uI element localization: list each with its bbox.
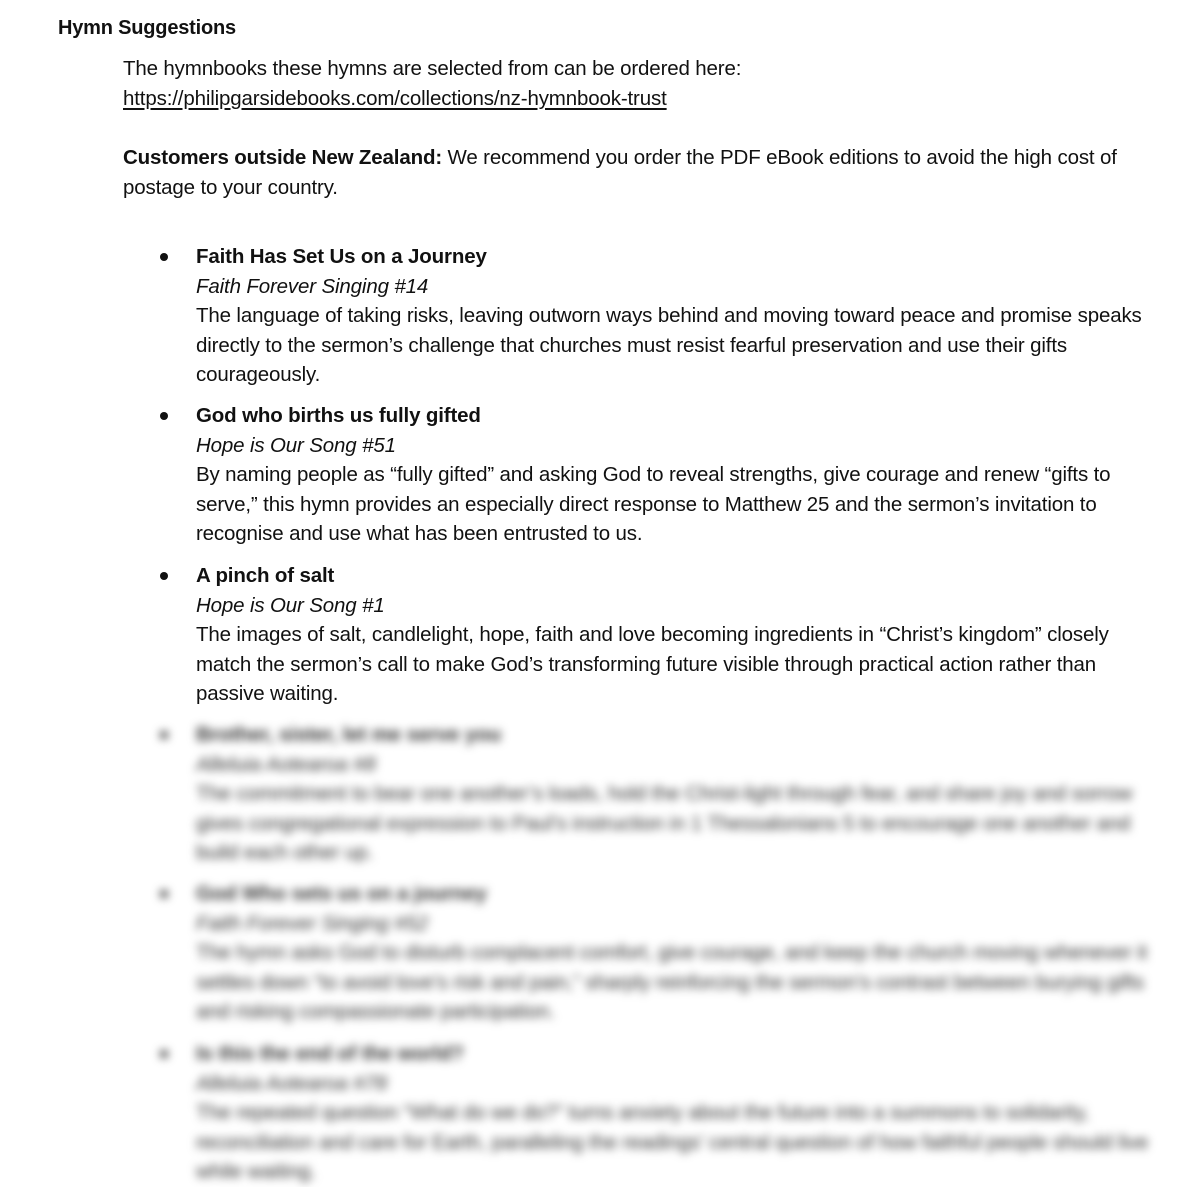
- hymn-title: A pinch of salt: [196, 564, 335, 587]
- bullet-icon: [160, 1050, 168, 1058]
- bullet-icon: [160, 890, 168, 898]
- intro-paragraph: [123, 54, 1163, 113]
- hymn-source: Alleluia Aotearoa #78: [196, 1071, 387, 1095]
- hymn-source: Faith Forever Singing #14: [196, 274, 429, 298]
- hymn-description: The repeated question “What do we do?” turns anxiety about the future into a summons to solidarity, reconciliation and care for Earth, paralleling the readings’ central question of how faithful people should live while waiting.: [196, 1101, 1149, 1183]
- customers-note: [123, 143, 1168, 202]
- intro-text: The hymnbooks these hymns are selected from can be ordered here:: [123, 57, 742, 80]
- bullet-icon: [160, 253, 168, 261]
- customers-label: Customers outside New Zealand:: [123, 146, 443, 169]
- hymn-title: Brother, sister, let me serve you: [196, 723, 501, 746]
- bullet-icon: [160, 412, 168, 420]
- hymnbook-order-link[interactable]: https://philipgarsidebooks.com/collections/nz-hymnbook-trust: [123, 86, 667, 110]
- hymn-item: [196, 561, 1156, 709]
- hymn-description: The images of salt, candlelight, hope, faith and love becoming ingredients in “Christ’s kingdom” closely match the sermon’s call to make God’s transforming future visible through practical action rather than passive waiting.: [196, 623, 1109, 705]
- hymn-item-blurred: [196, 1039, 1156, 1187]
- hymn-title: Faith Has Set Us on a Journey: [196, 245, 487, 268]
- hymn-source: Hope is Our Song #51: [196, 433, 396, 457]
- page-title: Hymn Suggestions: [58, 17, 236, 39]
- bullet-icon: [160, 572, 168, 580]
- hymn-item-blurred: [196, 879, 1156, 1027]
- hymn-source: Faith Forever Singing #52: [196, 911, 429, 935]
- hymn-item: [196, 242, 1156, 390]
- hymn-title: God who births us fully gifted: [196, 404, 481, 427]
- bullet-icon: [160, 731, 168, 739]
- hymn-item-blurred: [196, 720, 1156, 868]
- customers-text: We recommend you order the PDF eBook editions to avoid the high cost of postage to your country.: [123, 146, 1117, 199]
- hymn-description: By naming people as “fully gifted” and asking God to reveal strengths, give courage and renew “gifts to serve,” this hymn provides an especially direct response to Matthew 25 and the sermon’s invitation to recognise and use what has been entrusted to us.: [196, 463, 1111, 545]
- hymn-item: [196, 401, 1156, 549]
- hymn-title: Is this the end of the world?: [196, 1042, 464, 1065]
- hymn-source: Hope is Our Song #1: [196, 593, 385, 617]
- hymn-description: The commitment to bear one another’s loads, hold the Christ-light through fear, and share joy and sorrow gives congregational expression to Paul’s instruction in 1 Thessalonians 5 to encourage one another and build each other up.: [196, 782, 1133, 864]
- hymn-description: The language of taking risks, leaving outworn ways behind and moving toward peace and promise speaks directly to the sermon’s challenge that churches must resist fearful preservation and use their gifts courageously.: [196, 304, 1142, 386]
- hymn-source: Alleluia Aotearoa #8: [196, 752, 376, 776]
- hymn-title: God Who sets us on a journey: [196, 882, 487, 905]
- hymn-description: The hymn asks God to disturb complacent comfort, give courage, and keep the church moving whenever it settles down “to avoid love’s risk and pain,” sharply reinforcing the sermon’s contrast between burying gifts and risking compassionate participation.: [196, 941, 1148, 1023]
